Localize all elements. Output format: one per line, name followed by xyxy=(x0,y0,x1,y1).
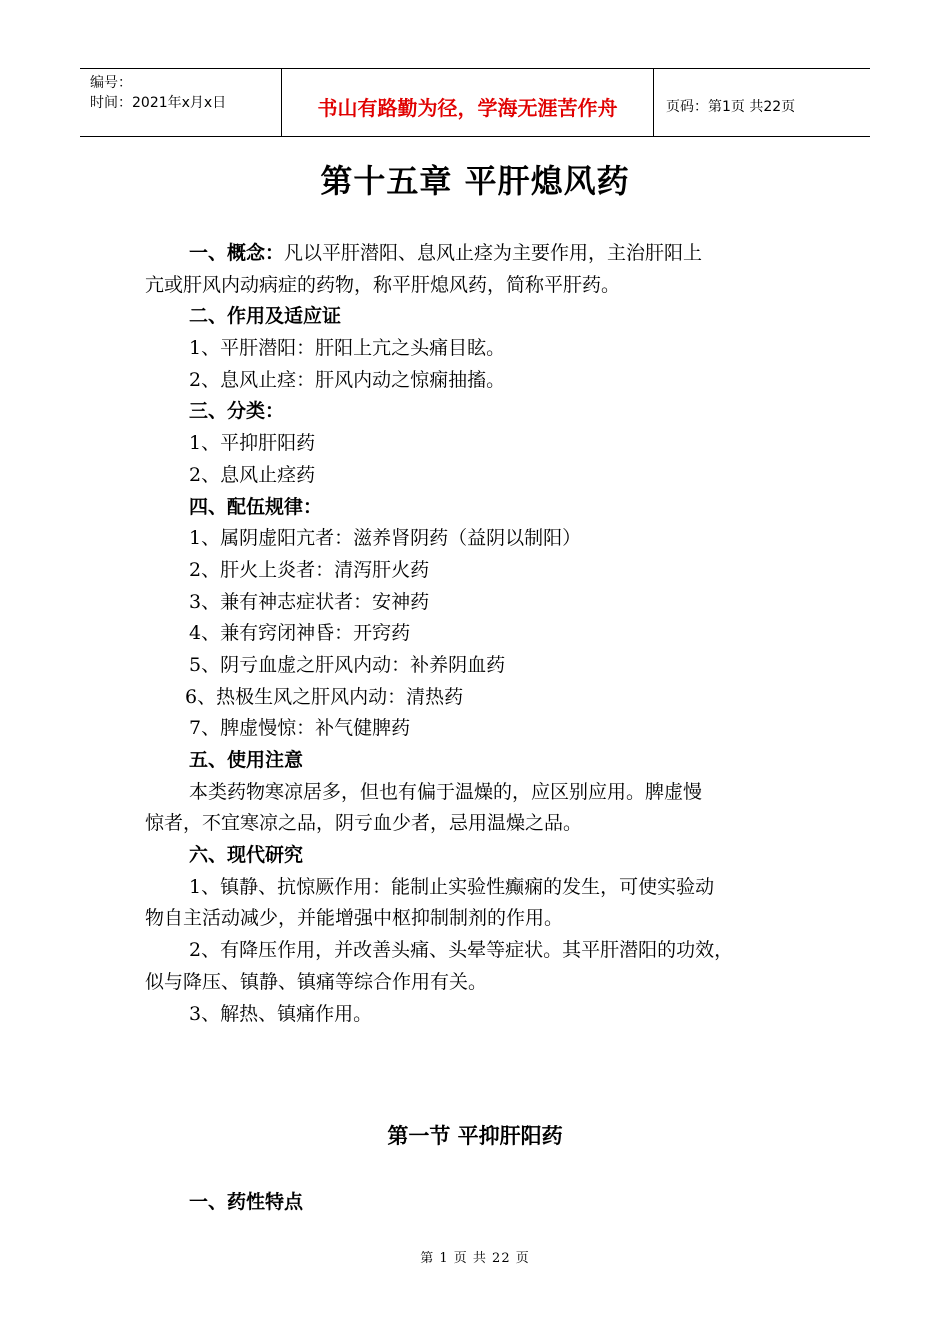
research-heading: 六、现代研究 xyxy=(189,844,304,867)
class-item: 2、息风止痉药 xyxy=(189,463,316,486)
research-item-cont: 物自主活动减少，并能增强中枢抑制制剂的作用。 xyxy=(145,907,564,930)
class-heading: 三、分类： xyxy=(189,400,285,423)
combo-item: 5、阴亏血虚之肝风内动：补养阴血药 xyxy=(189,653,506,676)
effect-item: 2、息风止痉：肝风内动之惊痫抽搐。 xyxy=(189,368,506,391)
research-item: 2、有降压作用，并改善头痛、头晕等症状。其平肝潜阳的功效， xyxy=(189,939,734,962)
concept-heading: 一、概念： xyxy=(189,242,285,264)
caution-heading: 五、使用注意 xyxy=(189,749,304,771)
research-item: 3、解热、镇痛作用。 xyxy=(189,1002,373,1025)
header-meta xyxy=(80,69,282,136)
combo-item: 6、热极生风之肝风内动：清热药 xyxy=(185,685,464,708)
section-subheading: 一、药性特点 xyxy=(189,1191,304,1213)
caution-text-cont: 惊者，不宜寒凉之品，阴亏血少者，忌用温燥之品。 xyxy=(145,812,583,835)
header-date: 时间：2021年x月x日 xyxy=(90,95,227,111)
combo-heading: 四、配伍规律： xyxy=(189,495,323,518)
section-title: 第一节 平抑肝阳药 xyxy=(387,1124,563,1148)
header-number: 编号： xyxy=(90,75,132,91)
concept-text-cont: 亢或肝风内动病症的药物，称平肝熄风药，简称平肝药。 xyxy=(145,273,621,296)
research-item: 1、镇静、抗惊厥作用：能制止实验性癫痫的发生，可使实验动 xyxy=(189,875,715,898)
combo-item: 3、兼有神志症状者：安神药 xyxy=(189,590,430,613)
effect-item: 1、平肝潜阳：肝阳上亢之头痛目眩。 xyxy=(189,337,506,360)
page-footer: 第 1 页 共 22 页 xyxy=(420,1251,530,1266)
concept-paragraph xyxy=(145,238,815,270)
chapter-title: 第十五章 平肝熄风药 xyxy=(320,162,630,200)
class-item: 1、平抑肝阳药 xyxy=(189,432,316,455)
header-page-info: 页码：第1页 共22页 xyxy=(666,98,796,115)
effects-heading: 二、作用及适应证 xyxy=(189,305,342,328)
caution-text: 本类药物寒凉居多，但也有偏于温燥的，应区别应用。脾虚慢 xyxy=(189,780,703,803)
combo-item: 7、脾虚慢惊：补气健脾药 xyxy=(189,717,411,740)
chapter-content xyxy=(145,238,815,1030)
combo-item: 2、肝火上炎者：清泻肝火药 xyxy=(189,558,430,581)
page-header xyxy=(80,68,870,137)
combo-item: 4、兼有窍闭神昏：开窍药 xyxy=(189,622,411,645)
research-item-cont: 似与降压、镇静、镇痛等综合作用有关。 xyxy=(145,970,488,993)
combo-item: 1、属阴虚阳亢者：滋养肾阴药（益阴以制阳） xyxy=(189,527,582,550)
concept-text: 凡以平肝潜阳、息风止痉为主要作用，主治肝阳上 xyxy=(284,242,703,264)
header-motto: 书山有路勤为径，学海无涯苦作舟 xyxy=(282,69,654,136)
